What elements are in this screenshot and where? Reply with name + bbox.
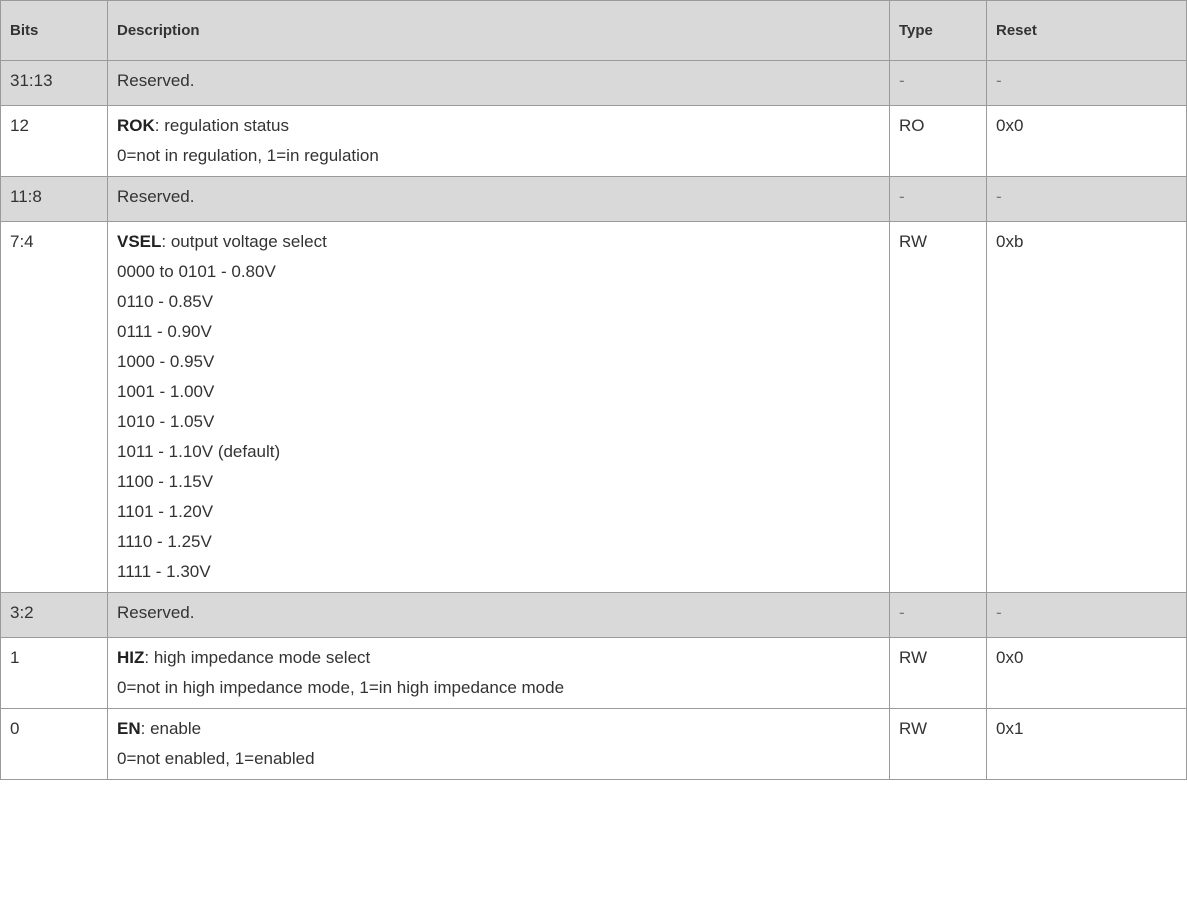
reset-cell: 0x1 [987,709,1187,780]
type-cell: RO [890,106,987,177]
field-summary: : output voltage select [161,232,327,251]
bits-cell: 12 [1,106,108,177]
table-row [1,177,1187,222]
description-line: 1001 - 1.00V [117,382,215,401]
reset-cell: - [987,177,1187,222]
type-cell: RW [890,709,987,780]
field-title [117,643,889,673]
field-title [117,111,889,141]
header-row [1,1,1187,61]
reset-cell: 0x0 [987,638,1187,709]
description-line: 1010 - 1.05V [117,412,215,431]
type-cell: - [890,61,987,106]
description-line: 1101 - 1.20V [117,502,214,521]
description-line: 1100 - 1.15V [117,472,214,491]
description-line: 0=not enabled, 1=enabled [117,749,315,768]
description-cell [108,222,890,593]
bits-cell: 11:8 [1,177,108,222]
bits-cell: 7:4 [1,222,108,593]
description-line: 0=not in high impedance mode, 1=in high impedance mode [117,678,565,697]
table-row [1,593,1187,638]
field-name: VSEL [117,232,162,251]
type-cell: RW [890,638,987,709]
bits-cell: 31:13 [1,61,108,106]
description-cell [108,106,890,177]
bits-cell: 0 [1,709,108,780]
type-cell: - [890,177,987,222]
bits-cell: 1 [1,638,108,709]
description-line: 1000 - 0.95V [117,352,215,371]
description-line: 1110 - 1.25V [117,532,212,551]
reset-cell: - [987,593,1187,638]
description-line: 0111 - 0.90V [117,322,212,341]
field-summary: : regulation status [154,116,289,135]
header-bits: Bits [1,1,108,61]
description-line: 0=not in regulation, 1=in regulation [117,146,379,165]
description-cell [108,638,890,709]
table-row [1,222,1187,593]
header-type: Type [890,1,987,61]
description-cell [108,709,890,780]
table-row [1,61,1187,106]
table-row [1,709,1187,780]
description-line: 1011 - 1.10V (default) [117,442,281,461]
table-row [1,106,1187,177]
field-summary: : enable [140,719,202,738]
description-line: 0000 to 0101 - 0.80V [117,262,276,281]
field-name: HIZ [117,648,145,667]
type-cell: RW [890,222,987,593]
field-name: ROK [117,116,155,135]
bits-cell: 3:2 [1,593,108,638]
description-cell: Reserved. [108,177,890,222]
header-description: Description [108,1,890,61]
description-line: 1111 - 1.30V [117,562,211,581]
field-title [117,714,889,744]
description-cell: Reserved. [108,61,890,106]
header-reset: Reset [987,1,1187,61]
field-title [117,227,889,257]
description-line: 0110 - 0.85V [117,292,214,311]
reset-cell: 0x0 [987,106,1187,177]
reset-cell: - [987,61,1187,106]
field-name: EN [117,719,141,738]
description-cell: Reserved. [108,593,890,638]
table-row [1,638,1187,709]
field-summary: : high impedance mode select [144,648,371,667]
reset-cell: 0xb [987,222,1187,593]
type-cell: - [890,593,987,638]
